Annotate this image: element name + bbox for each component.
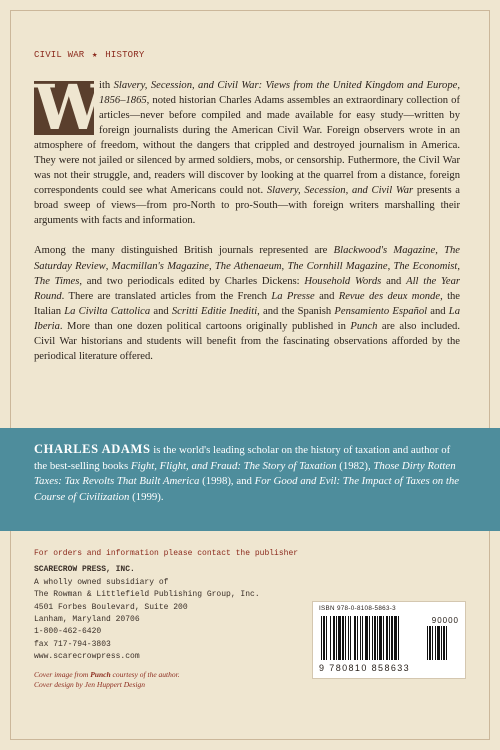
barcode-stripe bbox=[389, 616, 390, 660]
publisher-contact-heading: For orders and information please contact the publisher bbox=[34, 549, 299, 558]
barcode-stripe bbox=[360, 616, 361, 660]
barcode-stripe bbox=[386, 616, 388, 660]
barcode-addon-stripe bbox=[429, 626, 431, 660]
barcode-stripe bbox=[350, 616, 351, 660]
barcode-addon-stripe bbox=[437, 626, 440, 660]
barcode bbox=[312, 601, 466, 679]
drop-cap: W bbox=[34, 71, 100, 144]
barcode-addon-stripe bbox=[441, 626, 442, 660]
category-civil-war: CIVIL WAR bbox=[34, 50, 85, 60]
category-history: HISTORY bbox=[105, 50, 145, 60]
author-bio-box bbox=[0, 428, 500, 531]
author-name: CHARLES ADAMS bbox=[34, 442, 151, 456]
price-code: 90000 bbox=[431, 616, 459, 625]
barcode-stripe bbox=[336, 616, 337, 660]
barcode-stripe bbox=[369, 616, 370, 660]
barcode-stripe bbox=[348, 616, 349, 660]
barcode-stripe bbox=[321, 616, 322, 660]
description-paragraph-2: Among the many distinguished British journals represented are Blackwood's Magazine, The Saturday Review, Macmillan's Magazine, The Athenaeum, The Cornhill Magazine, The Economist, The Times, and two periodicals edited by Charles Dickens: Household Words and All the Year Round. There are translated articles from the French La Presse and Revue des deux monde, the Italian La Civilta Cattolica and Scritti Editie Inediti, and the Spanish Pensamiento Español and La Iberia. More than one dozen political cartoons originally published in Punch are also included. Civil War historians and students will benefit from the fascinating observations afforded by the periodical literature offered. bbox=[34, 245, 461, 362]
barcode-stripe bbox=[330, 616, 331, 660]
barcode-stripe bbox=[372, 616, 373, 660]
publisher-address: 4501 Forbes Boulevard, Suite 200 bbox=[34, 602, 188, 612]
publisher-line: The Rowman & Littlefield Publishing Group, Inc. bbox=[34, 590, 260, 600]
barcode-addon-stripe bbox=[443, 626, 445, 660]
book-title: Slavery, Secession, and Civil War: Views from the United Kingdom and Europe, 1856–1865 bbox=[99, 80, 460, 107]
publisher-name: SCARECROW PRESS, INC. bbox=[34, 565, 135, 575]
barcode-stripe bbox=[383, 616, 384, 660]
barcode-stripe bbox=[326, 616, 327, 660]
barcode-stripe bbox=[354, 616, 356, 660]
publisher-website: www.scarecrowpress.com bbox=[34, 652, 140, 662]
cover-credits: Cover image from Punch courtesy of the author. Cover design by Jen Huppert Design bbox=[34, 669, 180, 690]
description-paragraph-1: W ith Slavery, Secession, and Civil War: Views from the United Kingdom and Europe, 1856–1865, noted historian Charles Adams assembles an extraordinary collection of articles—never before compiled and made available for easy study—written by foreign journalists during the American Civil War. Foreign observers wrote in an atmosphere of freedom, without the dangers that crippled and destroyed journalism in America. They were not jailed or silenced by armed soldiers, mobs, or censorship. Futhermore, the Civil War was not their struggle, and, readers will discover by looking at the quarrel from a distance, foreign correspondents could see what Americans could not. Slavery, Secession, and Civil War presents a broad sweep of views—from pro-North to pro-South—with foreign writers marshalling their arguments with facts and information. bbox=[34, 71, 460, 227]
barcode-stripe bbox=[365, 616, 368, 660]
barcode-addon-stripe bbox=[435, 626, 436, 660]
publisher-line: A wholly owned subsidiary of bbox=[34, 577, 169, 587]
publisher-address: Lanham, Maryland 20706 bbox=[34, 615, 140, 625]
barcode-stripe bbox=[342, 616, 344, 660]
barcode-stripe bbox=[398, 616, 399, 660]
book-title-short: Slavery, Secession, and Civil War bbox=[266, 185, 414, 197]
author-bio: CHARLES ADAMS is the world's leading scholar on the history of taxation and author of the best-selling books Fight, Flight, and Fraud: The Story of Taxation (1982), Those Dirty Rotten Taxes: Tax Revolts That Built America (1998), and For Good and Evil: The Impact of Taxes on the Course of Civilization (1999). bbox=[34, 442, 460, 503]
barcode-stripe bbox=[377, 616, 378, 660]
barcode-stripe bbox=[391, 616, 393, 660]
category-label bbox=[34, 50, 144, 60]
description bbox=[34, 71, 461, 364]
star-icon: ★ bbox=[92, 50, 98, 60]
barcode-stripe bbox=[374, 616, 376, 660]
barcode-stripe bbox=[345, 616, 346, 660]
barcode-stripe bbox=[394, 616, 397, 660]
barcode-stripe bbox=[338, 616, 341, 660]
barcode-addon-stripe bbox=[446, 626, 447, 660]
publisher-info bbox=[34, 548, 314, 691]
barcode-stripe bbox=[362, 616, 363, 660]
barcode-addon-stripe bbox=[432, 626, 433, 660]
barcode-stripe bbox=[379, 616, 382, 660]
barcode-addon-stripe bbox=[427, 626, 428, 660]
barcode-stripe bbox=[357, 616, 358, 660]
publisher-fax: fax 717-794-3803 bbox=[34, 639, 111, 649]
publisher-phone: 1-800-462-6420 bbox=[34, 627, 102, 637]
isbn-number: ISBN 978-0-8108-5863-3 bbox=[319, 605, 396, 612]
barcode-stripe bbox=[333, 616, 335, 660]
barcode-number: 9 780810 858633 bbox=[319, 663, 411, 673]
barcode-stripe bbox=[323, 616, 325, 660]
